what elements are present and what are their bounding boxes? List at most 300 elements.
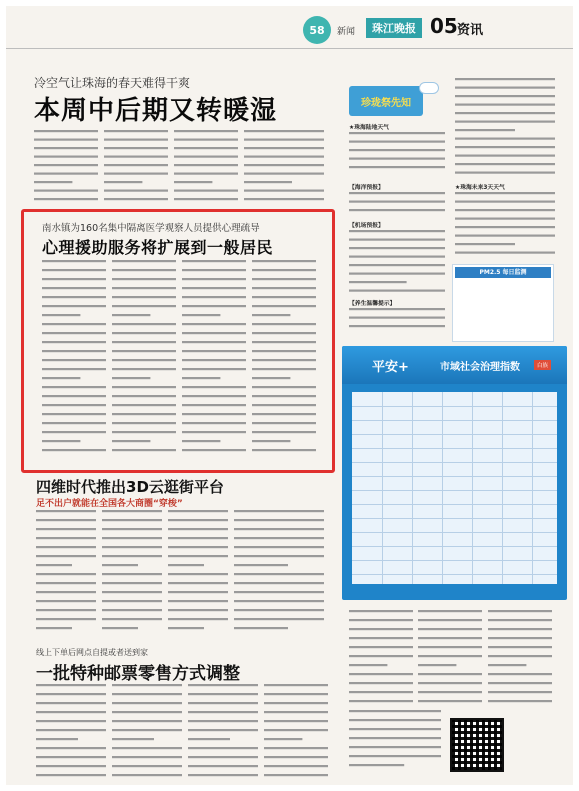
text-line (418, 664, 456, 666)
text-line (182, 296, 246, 298)
text-line (349, 673, 413, 675)
text-line (252, 296, 316, 298)
text-line (174, 173, 238, 175)
text-line (112, 323, 176, 325)
text-line (36, 729, 106, 731)
text-line (168, 510, 228, 512)
text-line (455, 129, 515, 131)
ad-table-col-line (472, 392, 473, 584)
text-line (349, 141, 445, 143)
text-line (234, 546, 324, 548)
text-line (112, 720, 182, 722)
text-line (102, 591, 162, 593)
text-line (252, 377, 290, 379)
text-line (36, 765, 106, 767)
text-line (488, 646, 552, 648)
text-line (102, 573, 162, 575)
text-line (349, 728, 441, 730)
text-line (252, 269, 316, 271)
text-line (36, 711, 106, 713)
text-line (42, 269, 106, 271)
text-line (36, 582, 96, 584)
text-line (264, 684, 328, 686)
highlighted-kicker: 南水镇为160名集中隔离医学观察人员提供心理疏导 (42, 223, 260, 234)
text-line (112, 359, 176, 361)
text-line (42, 341, 106, 343)
weather-section-airport: 【机场预报】 (349, 223, 384, 229)
ad-table-col-line (412, 392, 413, 584)
text-line (488, 628, 552, 630)
text-line (252, 395, 316, 397)
text-line (455, 192, 555, 194)
text-line (252, 323, 316, 325)
text-line (102, 519, 162, 521)
text-line (112, 431, 176, 433)
text-line (234, 582, 324, 584)
text-line (168, 537, 228, 539)
text-line (455, 243, 515, 245)
text-line (244, 173, 324, 175)
text-line (349, 239, 445, 241)
text-line (252, 278, 316, 280)
text-line (174, 164, 238, 166)
text-line (112, 350, 176, 352)
text-line (36, 528, 96, 530)
text-line (34, 181, 72, 183)
text-line (349, 619, 413, 621)
text-line (42, 359, 106, 361)
text-line (34, 173, 98, 175)
text-line (174, 156, 238, 158)
text-line (112, 711, 182, 713)
text-line (42, 332, 106, 334)
text-line (349, 281, 407, 283)
text-line (34, 156, 98, 158)
text-line (488, 655, 552, 657)
text-line (42, 350, 106, 352)
logo-icon: 58 (303, 16, 331, 44)
text-line (34, 190, 98, 192)
text-line (349, 149, 445, 151)
section-number: 05 (430, 14, 458, 38)
text-line (36, 756, 106, 758)
text-line (102, 582, 162, 584)
text-line (42, 323, 106, 325)
text-line (34, 130, 98, 132)
text-line (36, 747, 106, 749)
pm25-card (452, 264, 554, 342)
text-line (182, 341, 246, 343)
text-line (168, 627, 204, 629)
text-line (36, 720, 106, 722)
text-line (488, 664, 526, 666)
text-line (42, 278, 106, 280)
text-line (234, 519, 324, 521)
text-line (182, 278, 246, 280)
brand-badge: 珠江晚报 (366, 18, 422, 38)
text-line (182, 260, 246, 262)
text-line (36, 519, 96, 521)
text-line (349, 325, 445, 327)
text-line (188, 693, 258, 695)
text-line (455, 155, 555, 157)
text-line (244, 147, 324, 149)
text-line (182, 422, 246, 424)
text-line (418, 682, 482, 684)
text-line (42, 368, 106, 370)
text-line (188, 765, 258, 767)
text-line (102, 555, 162, 557)
text-line (42, 440, 80, 442)
text-line (349, 646, 413, 648)
text-line (455, 78, 555, 80)
text-line (455, 226, 555, 228)
text-line (112, 774, 182, 776)
text-line (244, 190, 324, 192)
weather-section-sea: 【海洋预报】 (349, 185, 384, 191)
text-line (252, 314, 290, 316)
text-line (168, 573, 228, 575)
text-line (112, 747, 182, 749)
text-line (112, 296, 176, 298)
text-line (36, 618, 96, 620)
text-line (349, 264, 445, 266)
text-line (104, 181, 142, 183)
text-line (244, 164, 324, 166)
text-line (455, 163, 555, 165)
text-line (349, 755, 441, 757)
text-line (42, 377, 80, 379)
text-line (168, 618, 228, 620)
text-line (264, 711, 328, 713)
text-line (104, 147, 168, 149)
text-line (264, 738, 302, 740)
text-line (182, 440, 220, 442)
text-line (112, 693, 182, 695)
text-line (34, 198, 98, 200)
text-line (252, 386, 316, 388)
text-line (349, 710, 441, 712)
text-line (244, 198, 324, 200)
text-line (168, 600, 228, 602)
ad-subtitle: 市域社会治理指数 (440, 362, 520, 373)
text-line (349, 166, 445, 168)
text-line (42, 404, 106, 406)
ad-title: 平安+ (372, 360, 409, 375)
text-line (42, 431, 106, 433)
text-line (244, 130, 324, 132)
text-line (36, 546, 96, 548)
text-line (455, 87, 555, 89)
text-line (36, 564, 72, 566)
text-line (264, 693, 328, 695)
text-line (264, 729, 328, 731)
text-line (234, 537, 324, 539)
section-name: 资讯 (457, 23, 484, 38)
text-line (168, 582, 228, 584)
text-line (349, 691, 413, 693)
text-line (174, 181, 212, 183)
text-line (102, 546, 162, 548)
text-line (234, 627, 288, 629)
text-line (188, 774, 258, 776)
text-line (102, 627, 138, 629)
ad-table-col-line (532, 392, 533, 584)
text-line (174, 139, 238, 141)
text-line (174, 147, 238, 149)
ad-panel[interactable] (342, 346, 567, 600)
cloud-icon (419, 82, 439, 94)
text-line (418, 619, 482, 621)
text-line (168, 591, 228, 593)
text-line (42, 260, 106, 262)
text-line (349, 158, 445, 160)
text-line (418, 637, 482, 639)
text-line (102, 564, 138, 566)
text-line (418, 691, 482, 693)
text-line (112, 314, 150, 316)
article3-kicker: 线上下单后网点自提或者送到家 (36, 648, 148, 657)
text-line (112, 404, 176, 406)
text-line (168, 564, 204, 566)
text-line (112, 738, 154, 740)
text-line (264, 747, 328, 749)
text-line (188, 702, 258, 704)
text-line (174, 190, 238, 192)
text-line (252, 449, 316, 451)
weather-section-3days: ★珠海未来3天天气 (455, 185, 505, 191)
text-line (455, 252, 555, 254)
qr-code[interactable] (450, 718, 504, 772)
text-line (349, 132, 445, 134)
text-line (104, 156, 168, 158)
text-line (182, 413, 246, 415)
text-line (104, 130, 168, 132)
text-line (252, 332, 316, 334)
text-line (455, 201, 555, 203)
text-line (112, 449, 176, 451)
text-line (252, 260, 316, 262)
text-line (349, 290, 445, 292)
section-tag: 新闻 (337, 27, 356, 37)
text-line (182, 305, 246, 307)
highlighted-title: 心理援助服务将扩展到一般居民 (42, 238, 274, 257)
text-line (174, 198, 238, 200)
text-line (264, 756, 328, 758)
text-line (112, 278, 176, 280)
text-line (488, 637, 552, 639)
text-line (234, 609, 324, 611)
text-line (252, 422, 316, 424)
text-line (42, 296, 106, 298)
ad-table-col-line (382, 392, 383, 584)
text-line (104, 198, 168, 200)
text-line (234, 555, 324, 557)
text-line (349, 308, 445, 310)
text-line (182, 449, 246, 451)
text-line (182, 431, 246, 433)
text-line (418, 646, 482, 648)
text-line (252, 431, 316, 433)
text-line (102, 609, 162, 611)
text-line (104, 164, 168, 166)
text-line (264, 720, 328, 722)
newspaper-page (6, 6, 573, 785)
text-line (42, 449, 106, 451)
text-line (488, 619, 552, 621)
text-line (42, 422, 106, 424)
text-line (418, 655, 482, 657)
text-line (112, 440, 150, 442)
text-line (112, 765, 182, 767)
ad-table (352, 392, 557, 584)
text-line (36, 591, 96, 593)
ad-table-col-line (442, 392, 443, 584)
text-line (264, 702, 328, 704)
weather-section-land: ★珠海陆地天气 (349, 125, 389, 131)
lead-kicker: 冷空气让珠海的春天难得干爽 (34, 76, 191, 90)
text-line (42, 395, 106, 397)
ad-badge: 白族 (534, 360, 551, 370)
text-line (36, 537, 96, 539)
text-line (112, 395, 176, 397)
text-line (42, 314, 80, 316)
text-line (349, 719, 441, 721)
pm25-title: PM2.5 每日监测 (455, 267, 551, 278)
text-line (188, 684, 258, 686)
text-line (112, 756, 182, 758)
text-line (168, 528, 228, 530)
text-line (455, 172, 555, 174)
text-line (488, 691, 552, 693)
text-line (455, 95, 555, 97)
text-line (252, 440, 290, 442)
text-line (349, 610, 413, 612)
text-line (102, 537, 162, 539)
text-line (349, 209, 445, 211)
text-line (349, 764, 404, 766)
text-line (488, 610, 552, 612)
text-line (488, 700, 552, 702)
text-line (455, 209, 555, 211)
text-line (102, 618, 162, 620)
text-line (182, 377, 220, 379)
text-line (182, 395, 246, 397)
text-line (349, 256, 445, 258)
text-line (104, 190, 168, 192)
text-line (349, 230, 445, 232)
text-line (36, 609, 96, 611)
text-line (188, 720, 258, 722)
text-line (168, 546, 228, 548)
text-line (244, 181, 292, 183)
text-line (112, 341, 176, 343)
text-line (34, 147, 98, 149)
text-line (188, 729, 258, 731)
text-line (112, 305, 176, 307)
text-line (349, 664, 387, 666)
text-line (36, 684, 106, 686)
text-line (182, 350, 246, 352)
text-line (34, 139, 98, 141)
text-line (36, 738, 78, 740)
text-line (34, 164, 98, 166)
text-line (104, 139, 168, 141)
text-line (234, 573, 324, 575)
text-line (112, 269, 176, 271)
text-line (349, 655, 413, 657)
text-line (112, 702, 182, 704)
text-line (234, 618, 324, 620)
text-line (252, 404, 316, 406)
text-line (349, 192, 445, 194)
text-line (182, 287, 246, 289)
text-line (418, 610, 482, 612)
weather-banner: 珍珑祭先知 (349, 86, 423, 116)
text-line (252, 287, 316, 289)
text-line (42, 305, 106, 307)
text-line (174, 130, 238, 132)
text-line (252, 350, 316, 352)
text-line (349, 746, 441, 748)
text-line (102, 600, 162, 602)
text-line (102, 528, 162, 530)
text-line (252, 368, 316, 370)
text-line (36, 693, 106, 695)
text-line (234, 600, 324, 602)
text-line (188, 747, 258, 749)
text-line (112, 729, 182, 731)
text-line (349, 628, 413, 630)
article2-subtitle: 足不出户就能在全国各大商圈“穿梭” (36, 499, 183, 509)
text-line (112, 260, 176, 262)
text-line (252, 341, 316, 343)
text-line (264, 765, 328, 767)
text-line (188, 711, 258, 713)
article2-title: 四维时代推出3D云逛街平台 (36, 478, 224, 496)
text-line (188, 756, 258, 758)
text-line (36, 573, 96, 575)
text-line (112, 684, 182, 686)
text-line (252, 359, 316, 361)
text-line (349, 700, 413, 702)
text-line (349, 737, 441, 739)
text-line (36, 702, 106, 704)
text-line (182, 404, 246, 406)
text-line (42, 287, 106, 289)
text-line (182, 323, 246, 325)
text-line (234, 591, 324, 593)
text-line (36, 510, 96, 512)
text-line (252, 413, 316, 415)
text-line (234, 528, 324, 530)
text-line (418, 628, 482, 630)
text-line (168, 519, 228, 521)
text-line (188, 738, 230, 740)
text-line (112, 413, 176, 415)
text-line (36, 600, 96, 602)
text-line (36, 627, 72, 629)
text-line (182, 359, 246, 361)
text-line (112, 377, 150, 379)
text-line (42, 413, 106, 415)
text-line (418, 700, 482, 702)
text-line (349, 201, 445, 203)
text-line (182, 386, 246, 388)
text-line (349, 317, 445, 319)
text-line (418, 673, 482, 675)
text-line (349, 247, 445, 249)
